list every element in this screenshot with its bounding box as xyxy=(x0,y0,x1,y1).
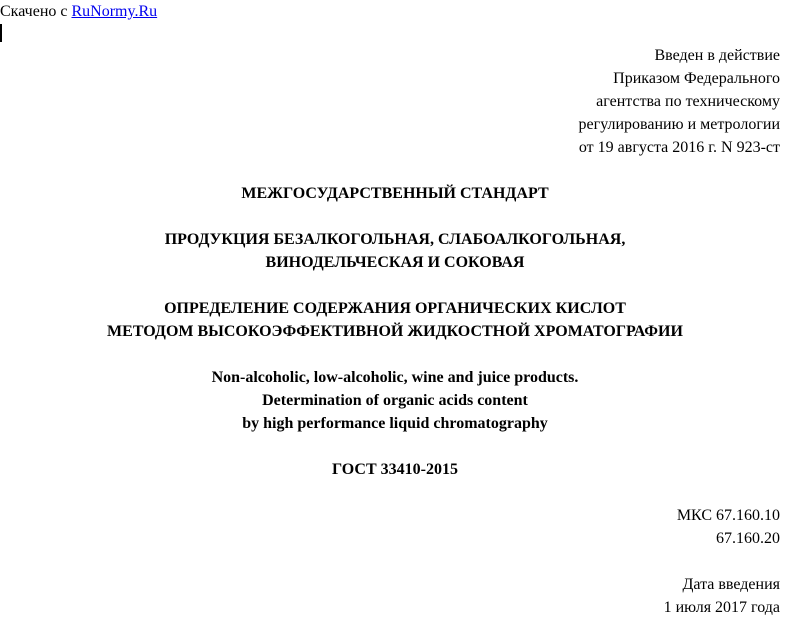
download-prefix: Скачено с xyxy=(0,3,72,20)
enactment-line: от 19 августа 2016 г. N 923-ст xyxy=(578,139,780,156)
enactment-line: Введен в действие xyxy=(654,47,780,64)
enactment-line: агентства по техническому xyxy=(596,93,780,110)
gost-number-heading xyxy=(0,458,790,481)
method-line: ОПРЕДЕЛЕНИЕ СОДЕРЖАНИЯ ОРГАНИЧЕСКИХ КИСЛОТ xyxy=(164,300,626,317)
text-cursor xyxy=(0,24,2,42)
introduction-date-value: 1 июля 2017 года xyxy=(663,599,780,616)
runormy-link[interactable]: RuNormy.Ru xyxy=(71,3,158,20)
method-heading xyxy=(0,297,790,343)
product-line: ВИНОДЕЛЬЧЕСКАЯ И СОКОВАЯ xyxy=(265,254,525,271)
method-line: МЕТОДОМ ВЫСОКОЭФФЕКТИВНОЙ ЖИДКОСТНОЙ ХРОМАТОГРАФИИ xyxy=(107,323,683,340)
classification-code: 67.160.20 xyxy=(716,530,780,547)
classification-block xyxy=(677,504,780,550)
introduction-date-block xyxy=(664,573,780,619)
english-title-line: Determination of organic acids content xyxy=(262,392,528,409)
standard-type-heading xyxy=(0,182,790,205)
product-line: ПРОДУКЦИЯ БЕЗАЛКОГОЛЬНАЯ, СЛАБОАЛКОГОЛЬНАЯ, xyxy=(164,231,626,248)
enactment-block xyxy=(579,44,780,159)
introduction-date-label: Дата введения xyxy=(682,576,780,593)
classification-code: МКС 67.160.10 xyxy=(676,507,780,524)
standard-type-text: МЕЖГОСУДАРСТВЕННЫЙ СТАНДАРТ xyxy=(241,185,549,202)
download-source-line xyxy=(0,0,157,23)
english-title-line: Non-alcoholic, low-alcoholic, wine and juice products. xyxy=(211,369,579,386)
gost-number: ГОСТ 33410-2015 xyxy=(332,461,458,478)
enactment-line: регулированию и метрологии xyxy=(578,116,780,133)
english-title xyxy=(0,366,790,435)
english-title-line: by high performance liquid chromatography xyxy=(242,415,548,432)
product-heading xyxy=(0,228,790,274)
enactment-line: Приказом Федерального xyxy=(613,70,780,87)
